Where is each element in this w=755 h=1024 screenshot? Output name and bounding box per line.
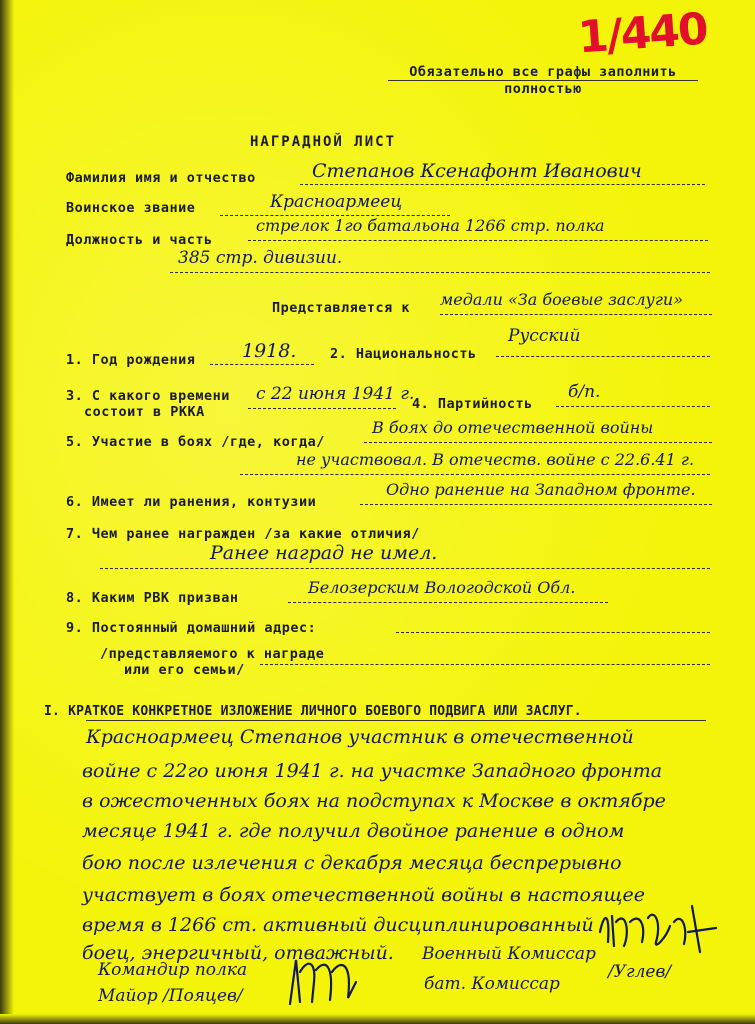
commissar-sub: бат. Комиссар (424, 974, 560, 994)
army-since-rule (248, 408, 396, 409)
commissar-name: /Углев/ (608, 962, 672, 982)
summary-heading-underline (86, 720, 706, 721)
birth-year-rule (210, 364, 314, 365)
name-label: Фамилия имя и отчество (66, 170, 256, 186)
wounds-rule (360, 504, 712, 505)
summary-line-1: Красноармеец Степанов участник в отечественной (86, 726, 634, 748)
summary-line-7: время в 1266 ст. активный дисциплинированный (82, 914, 594, 936)
rvk-value: Белозерским Вологодской Обл. (308, 578, 576, 597)
commander-title: Командир полка (98, 960, 248, 980)
army-since-value: с 22 июня 1941 г. (256, 384, 415, 404)
rvk-label: 8. Каким РВК призван (66, 590, 239, 606)
archive-number: 1/440 (576, 3, 709, 64)
birth-year-label: 1. Год рождения (66, 352, 196, 368)
commander-signature (286, 952, 366, 1012)
document-title: НАГРАДНОЙ ЛИСТ (250, 134, 397, 150)
awards-rule (100, 568, 710, 569)
address-rule-2 (260, 664, 710, 665)
birth-year-value: 1918. (242, 340, 297, 362)
address-label: 9. Постоянный домашний адрес: (66, 620, 317, 636)
scan-edge-left (0, 0, 14, 1024)
party-label: 4. Партийность (412, 396, 533, 412)
party-value: б/п. (568, 382, 601, 402)
battles-rule-1 (364, 442, 712, 443)
name-rule (300, 184, 705, 185)
name-value: Степанов Ксенафонт Иванович (312, 160, 642, 182)
battles-value-2: не участвовал. В отечеств. войне с 22.6.41 г. (296, 450, 695, 469)
summary-line-8: боец, энергичный, отважный. (82, 942, 394, 964)
nationality-value: Русский (508, 326, 581, 346)
battles-value-1: В боях до отечественной войны (372, 418, 654, 437)
rank-value: Красноармеец (270, 192, 403, 212)
header-underline (388, 80, 698, 81)
battles-rule-2 (240, 474, 710, 475)
position-value-2: 385 стр. дивизии. (178, 248, 343, 268)
presented-label: Представляется к (272, 300, 411, 316)
summary-line-4: месяце 1941 г. где получил двойное ранение в одном (82, 820, 625, 842)
presented-value: медали «За боевые заслуги» (440, 290, 684, 309)
army-since-label-2: состоит в РККА (84, 404, 205, 420)
address-sub-2: или его семьи/ (124, 662, 245, 678)
position-label: Должность и часть (66, 232, 213, 248)
commander-name: Майор /Пояцев/ (98, 986, 243, 1006)
summary-line-5: бою после излечения с декабря месяца беспрерывно (82, 852, 622, 874)
nationality-rule (496, 356, 710, 357)
position-value-1: стрелок 1го батальона 1266 стр. полка (256, 216, 605, 235)
rank-label: Воинское звание (66, 200, 196, 216)
header-note: Обязательно все графы заполнить полностью (409, 64, 677, 97)
wounds-value: Одно ранение на Западном фронте. (386, 480, 696, 499)
summary-line-2: войне с 22го июня 1941 г. на участке Западного фронта (82, 760, 663, 782)
rvk-rule (288, 602, 608, 603)
summary-line-3: в ожесточенных боях на подступах к Москве в октябре (82, 790, 666, 812)
party-rule (556, 406, 710, 407)
awards-label: 7. Чем ранее награжден /за какие отличия/ (66, 526, 420, 542)
address-rule-1 (396, 632, 710, 633)
summary-heading: I. КРАТКОЕ КОНКРЕТНОЕ ИЗЛОЖЕНИЕ ЛИЧНОГО БОЕВОГО ПОДВИГА ИЛИ ЗАСЛУГ. (44, 704, 582, 719)
position-rule-2 (170, 272, 710, 273)
address-sub-1: /представляемого к награде (100, 646, 325, 662)
commissar-title: Военный Комиссар (422, 944, 596, 964)
awards-value: Ранее наград не имел. (210, 542, 438, 564)
summary-line-6: участвует в боях отечественной войны в настоящее (82, 884, 646, 906)
nationality-label: 2. Национальность (330, 346, 477, 362)
wounds-label: 6. Имеет ли ранения, контузии (66, 494, 317, 510)
presented-rule (440, 314, 712, 315)
army-since-label-1: 3. С какого времени (66, 388, 230, 404)
position-rule-1 (248, 240, 708, 241)
battles-label: 5. Участие в боях /где, когда/ (66, 434, 325, 450)
scan-edge-bottom (0, 1014, 755, 1024)
commissar-signature (596, 902, 726, 962)
